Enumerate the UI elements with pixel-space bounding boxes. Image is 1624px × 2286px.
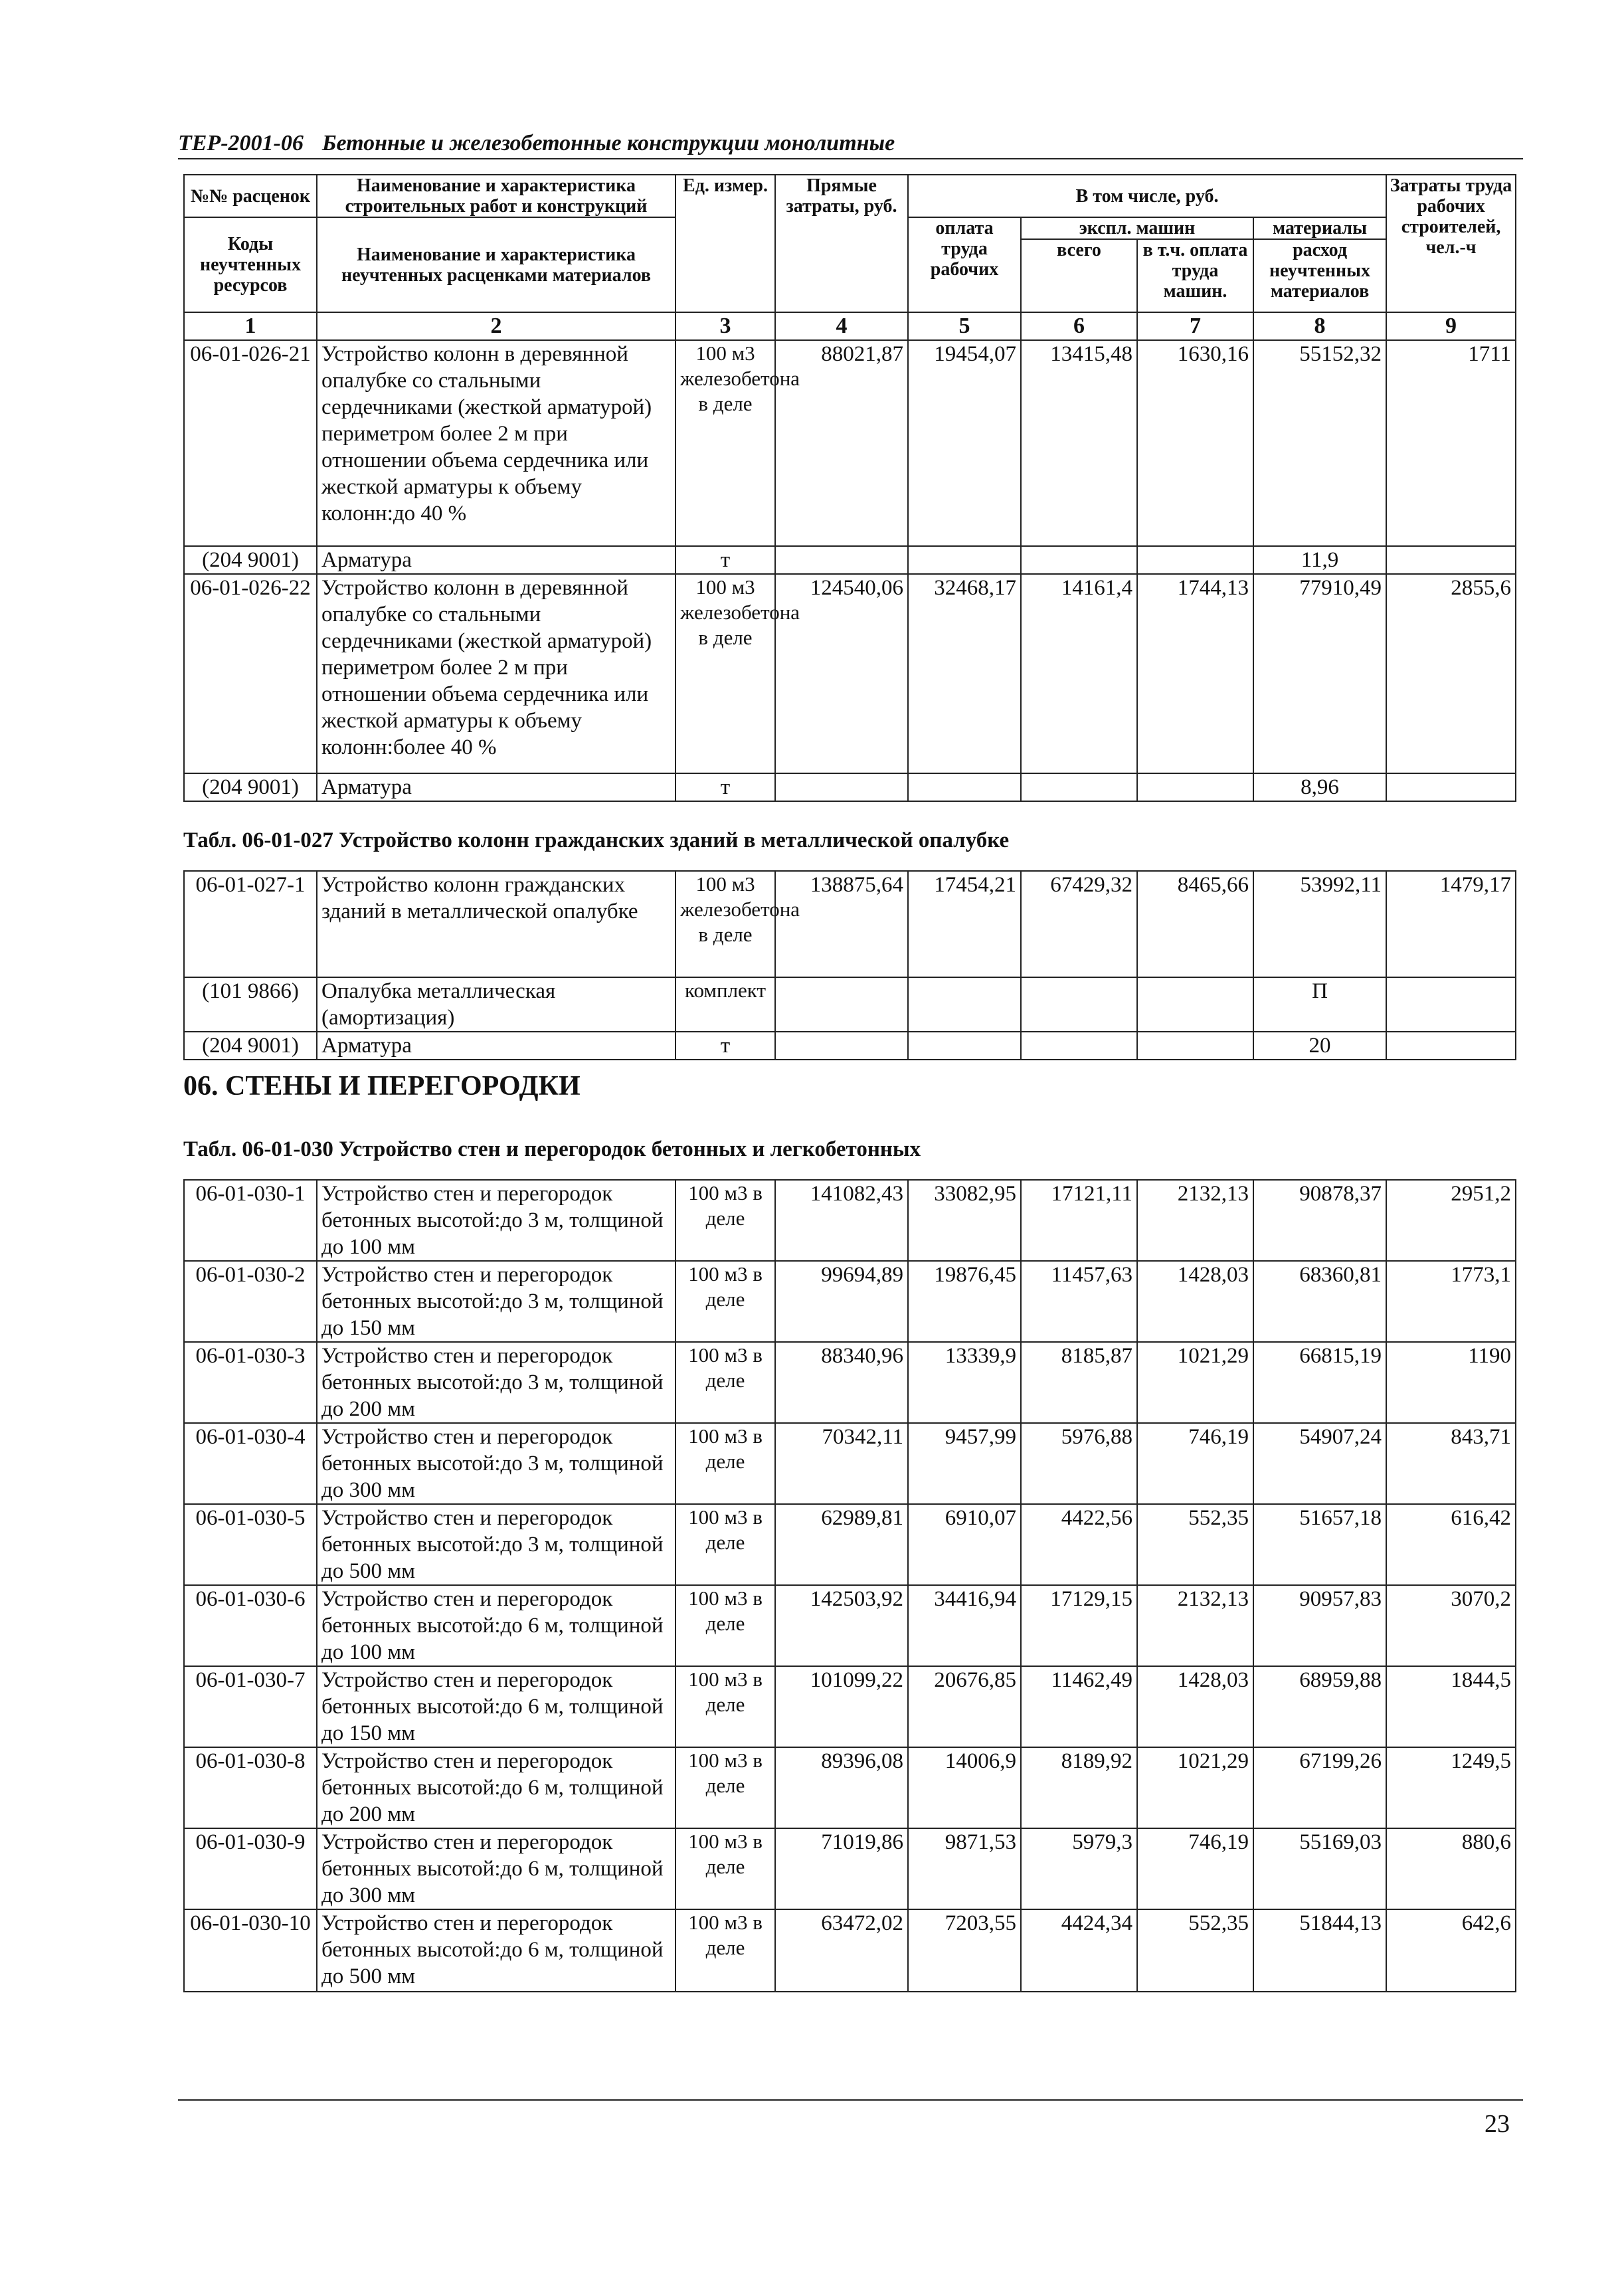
machines-total: 8189,92 — [1021, 1747, 1137, 1828]
machine-labor: 746,19 — [1137, 1423, 1253, 1504]
machines-total: 5976,88 — [1021, 1423, 1137, 1504]
work-name: Устройство стен и перегородок бетонных высотой:до 3 м, толщиной до 200 мм — [317, 1342, 676, 1423]
col-number: 2 — [317, 312, 676, 340]
rate-code: 06-01-030-7 — [184, 1666, 317, 1747]
machines-total: 8185,87 — [1021, 1342, 1137, 1423]
resource-code: (204 9001) — [184, 546, 317, 574]
work-name: Устройство стен и перегородок бетонных высотой:до 3 м, толщиной до 300 мм — [317, 1423, 676, 1504]
rates-table-026 — [183, 174, 1516, 802]
direct-costs: 71019,86 — [775, 1828, 908, 1909]
direct-costs: 142503,92 — [775, 1585, 908, 1666]
material-row — [184, 1032, 1516, 1060]
machines-total: 13415,48 — [1021, 340, 1137, 546]
work-name: Устройство колонн в деревянной опалубке со стальными сердечниками (жесткой арматурой) периметром более 2 м при отношении объема сердечника или жесткой арматуры к объему колонн:более 40 % — [317, 574, 676, 773]
materials: 68959,88 — [1253, 1666, 1386, 1747]
labor-pay: 19454,07 — [908, 340, 1021, 546]
table-row — [184, 1585, 1516, 1666]
table-row — [184, 340, 1516, 546]
work-name: Устройство стен и перегородок бетонных высотой:до 6 м, толщиной до 150 мм — [317, 1666, 676, 1747]
header-work-name: Наименование и характеристика строительных работ и конструкций — [317, 175, 676, 217]
materials: 53992,11 — [1253, 871, 1386, 977]
rates-table-027 — [183, 870, 1516, 1060]
direct-costs: 99694,89 — [775, 1261, 908, 1342]
machine-labor: 552,35 — [1137, 1909, 1253, 1992]
machines-total: 5979,3 — [1021, 1828, 1137, 1909]
machines-total: 67429,32 — [1021, 871, 1137, 977]
machine-labor: 2132,13 — [1137, 1180, 1253, 1261]
rate-code: 06-01-030-4 — [184, 1423, 317, 1504]
material-unit: т — [676, 773, 775, 801]
col-number: 3 — [676, 312, 775, 340]
header-including: В том числе, руб. — [908, 175, 1386, 217]
machines-total: 4422,56 — [1021, 1504, 1137, 1585]
direct-costs: 101099,22 — [775, 1666, 908, 1747]
work-name: Устройство стен и перегородок бетонных высотой:до 3 м, толщиной до 150 мм — [317, 1261, 676, 1342]
machine-labor: 1428,03 — [1137, 1666, 1253, 1747]
labor-hours: 1773,1 — [1386, 1261, 1516, 1342]
labor-pay: 20676,85 — [908, 1666, 1021, 1747]
material-row — [184, 977, 1516, 1032]
unit: 100 м3 в деле — [676, 1504, 775, 1585]
labor-hours: 1711 — [1386, 340, 1516, 546]
material-row — [184, 773, 1516, 801]
direct-costs: 124540,06 — [775, 574, 908, 773]
rate-code: 06-01-026-21 — [184, 340, 317, 546]
direct-costs: 88340,96 — [775, 1342, 908, 1423]
doc-title: Бетонные и железобетонные конструкции монолитные — [321, 131, 895, 155]
materials: 77910,49 — [1253, 574, 1386, 773]
unit: 100 м3 в деле — [676, 1261, 775, 1342]
labor-hours: 1844,5 — [1386, 1666, 1516, 1747]
material-name: Арматура — [317, 773, 676, 801]
header-labor-hours: Затраты труда рабочих строителей, чел.-ч — [1386, 175, 1516, 312]
work-name: Устройство колонн в деревянной опалубке со стальными сердечниками (жесткой арматурой) периметром более 2 м при отношении объема сердечника или жесткой арматуры к объему колонн:до 40 % — [317, 340, 676, 546]
material-qty: 11,9 — [1253, 546, 1386, 574]
table-caption: Табл. 06-01-030 Устройство стен и перегородок бетонных и легкобетонных — [183, 1137, 921, 1161]
header-material-usage: расход неучтенных материалов — [1253, 239, 1386, 312]
table-row — [184, 871, 1516, 977]
col-number: 6 — [1021, 312, 1137, 340]
rate-code: 06-01-030-10 — [184, 1909, 317, 1992]
material-unit: т — [676, 546, 775, 574]
labor-pay: 17454,21 — [908, 871, 1021, 977]
page-number: 23 — [1485, 2110, 1510, 2138]
labor-hours: 1249,5 — [1386, 1747, 1516, 1828]
material-name: Арматура — [317, 1032, 676, 1060]
labor-pay: 6910,07 — [908, 1504, 1021, 1585]
material-row — [184, 546, 1516, 574]
direct-costs: 138875,64 — [775, 871, 908, 977]
rate-code: 06-01-030-9 — [184, 1828, 317, 1909]
unit: 100 м3 в деле — [676, 1585, 775, 1666]
materials: 51657,18 — [1253, 1504, 1386, 1585]
labor-pay: 19876,45 — [908, 1261, 1021, 1342]
direct-costs: 141082,43 — [775, 1180, 908, 1261]
labor-hours: 616,42 — [1386, 1504, 1516, 1585]
machine-labor: 1021,29 — [1137, 1342, 1253, 1423]
labor-hours: 3070,2 — [1386, 1585, 1516, 1666]
rate-code: 06-01-030-1 — [184, 1180, 317, 1261]
work-name: Устройство стен и перегородок бетонных высотой:до 6 м, толщиной до 100 мм — [317, 1585, 676, 1666]
direct-costs: 70342,11 — [775, 1423, 908, 1504]
work-name: Устройство стен и перегородок бетонных высотой:до 3 м, толщиной до 100 мм — [317, 1180, 676, 1261]
materials: 90878,37 — [1253, 1180, 1386, 1261]
footer-rule — [178, 2099, 1523, 2101]
materials: 67199,26 — [1253, 1747, 1386, 1828]
table-caption: Табл. 06-01-027 Устройство колонн гражданских зданий в металлической опалубке — [183, 828, 1010, 852]
table-row — [184, 1666, 1516, 1747]
unit: 100 м3 в деле — [676, 1342, 775, 1423]
header-material-name: Наименование и характеристика неучтенных расценками материалов — [317, 217, 676, 312]
col-number: 9 — [1386, 312, 1516, 340]
unit: 100 м3 в деле — [676, 1423, 775, 1504]
rates-table-030 — [183, 1179, 1516, 1992]
material-name: Опалубка металлическая (амортизация) — [317, 977, 676, 1032]
unit: 100 м3 в деле — [676, 1828, 775, 1909]
labor-hours: 2855,6 — [1386, 574, 1516, 773]
machine-labor: 1021,29 — [1137, 1747, 1253, 1828]
col-number: 8 — [1253, 312, 1386, 340]
labor-pay: 33082,95 — [908, 1180, 1021, 1261]
labor-hours: 1479,17 — [1386, 871, 1516, 977]
materials: 66815,19 — [1253, 1342, 1386, 1423]
work-name: Устройство стен и перегородок бетонных высотой:до 3 м, толщиной до 500 мм — [317, 1504, 676, 1585]
rate-code: 06-01-030-5 — [184, 1504, 317, 1585]
direct-costs: 62989,81 — [775, 1504, 908, 1585]
machine-labor: 746,19 — [1137, 1828, 1253, 1909]
table-row — [184, 1342, 1516, 1423]
direct-costs: 88021,87 — [775, 340, 908, 546]
table-row — [184, 1747, 1516, 1828]
work-name: Устройство колонн гражданских зданий в металлической опалубке — [317, 871, 676, 977]
header-labor-pay: оплата труда рабочих — [908, 217, 1021, 312]
material-unit: т — [676, 1032, 775, 1060]
unit: 100 м3 в деле — [676, 1180, 775, 1261]
rate-code: 06-01-030-6 — [184, 1585, 317, 1666]
header-resource-codes: Коды неучтенных ресурсов — [184, 217, 317, 312]
rate-code: 06-01-026-22 — [184, 574, 317, 773]
table-row — [184, 1423, 1516, 1504]
machine-labor: 1428,03 — [1137, 1261, 1253, 1342]
col-number: 1 — [184, 312, 317, 340]
machines-total: 11457,63 — [1021, 1261, 1137, 1342]
machine-labor: 552,35 — [1137, 1504, 1253, 1585]
col-number: 7 — [1137, 312, 1253, 340]
machine-labor: 1744,13 — [1137, 574, 1253, 773]
machines-total: 14161,4 — [1021, 574, 1137, 773]
work-name: Устройство стен и перегородок бетонных высотой:до 6 м, толщиной до 500 мм — [317, 1909, 676, 1992]
labor-hours: 880,6 — [1386, 1828, 1516, 1909]
table-row — [184, 1504, 1516, 1585]
materials: 68360,81 — [1253, 1261, 1386, 1342]
labor-pay: 9457,99 — [908, 1423, 1021, 1504]
work-name: Устройство стен и перегородок бетонных высотой:до 6 м, толщиной до 300 мм — [317, 1828, 676, 1909]
work-name: Устройство стен и перегородок бетонных высотой:до 6 м, толщиной до 200 мм — [317, 1747, 676, 1828]
machines-total: 4424,34 — [1021, 1909, 1137, 1992]
machine-labor: 8465,66 — [1137, 871, 1253, 977]
materials: 55169,03 — [1253, 1828, 1386, 1909]
header-machine-labor: в т.ч. оплата труда машин. — [1137, 239, 1253, 312]
labor-pay: 7203,55 — [908, 1909, 1021, 1992]
table-row — [184, 1909, 1516, 1992]
unit: 100 м3 в деле — [676, 1909, 775, 1992]
labor-hours: 843,71 — [1386, 1423, 1516, 1504]
header-materials: материалы — [1253, 217, 1386, 239]
table-row — [184, 1828, 1516, 1909]
header-machines: экспл. машин — [1021, 217, 1253, 239]
labor-hours: 2951,2 — [1386, 1180, 1516, 1261]
table-row — [184, 1180, 1516, 1261]
unit: 100 м3 железобетона в деле — [676, 574, 775, 773]
unit: 100 м3 в деле — [676, 1747, 775, 1828]
machines-total: 17129,15 — [1021, 1585, 1137, 1666]
machines-total: 17121,11 — [1021, 1180, 1137, 1261]
unit: 100 м3 железобетона в деле — [676, 340, 775, 546]
material-qty: 20 — [1253, 1032, 1386, 1060]
labor-hours: 642,6 — [1386, 1909, 1516, 1992]
header-rate-number: №№ расценок — [184, 175, 317, 217]
table-row — [184, 574, 1516, 773]
direct-costs: 89396,08 — [775, 1747, 908, 1828]
running-header — [178, 130, 1523, 159]
machine-labor: 1630,16 — [1137, 340, 1253, 546]
materials: 55152,32 — [1253, 340, 1386, 546]
header-unit: Ед. измер. — [676, 175, 775, 312]
unit: 100 м3 железобетона в деле — [676, 871, 775, 977]
col-number: 5 — [908, 312, 1021, 340]
resource-code: (204 9001) — [184, 773, 317, 801]
labor-pay: 32468,17 — [908, 574, 1021, 773]
material-unit: комплект — [676, 977, 775, 1032]
materials: 54907,24 — [1253, 1423, 1386, 1504]
rate-code: 06-01-030-8 — [184, 1747, 317, 1828]
materials: 90957,83 — [1253, 1585, 1386, 1666]
header-direct-costs: Прямые затраты, руб. — [775, 175, 908, 312]
material-qty: П — [1253, 977, 1386, 1032]
doc-code: ТЕР-2001-06 — [178, 131, 304, 155]
rate-code: 06-01-027-1 — [184, 871, 317, 977]
unit: 100 м3 в деле — [676, 1666, 775, 1747]
materials: 51844,13 — [1253, 1909, 1386, 1992]
header-machines-total: всего — [1021, 239, 1137, 312]
labor-pay: 34416,94 — [908, 1585, 1021, 1666]
rate-code: 06-01-030-2 — [184, 1261, 317, 1342]
resource-code: (101 9866) — [184, 977, 317, 1032]
direct-costs: 63472,02 — [775, 1909, 908, 1992]
table-row — [184, 1261, 1516, 1342]
labor-hours: 1190 — [1386, 1342, 1516, 1423]
labor-pay: 9871,53 — [908, 1828, 1021, 1909]
labor-pay: 13339,9 — [908, 1342, 1021, 1423]
machines-total: 11462,49 — [1021, 1666, 1137, 1747]
section-title: 06. СТЕНЫ И ПЕРЕГОРОДКИ — [183, 1071, 581, 1101]
machine-labor: 2132,13 — [1137, 1585, 1253, 1666]
resource-code: (204 9001) — [184, 1032, 317, 1060]
col-number: 4 — [775, 312, 908, 340]
material-name: Арматура — [317, 546, 676, 574]
labor-pay: 14006,9 — [908, 1747, 1021, 1828]
rate-code: 06-01-030-3 — [184, 1342, 317, 1423]
material-qty: 8,96 — [1253, 773, 1386, 801]
